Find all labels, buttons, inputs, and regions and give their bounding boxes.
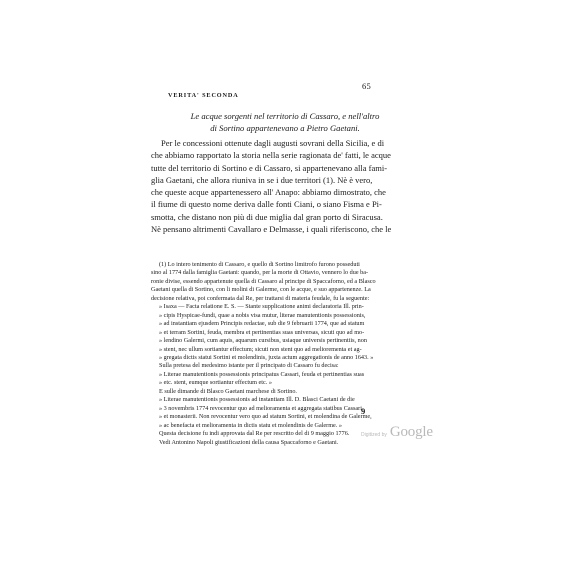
footnote-line: decisione relativa, poi confermata dal Re, per trattarsi di materia feudale, fu la seguente: [151, 294, 370, 302]
footnote-line: » ac benefacta et melioramenta in dictis statu et molendinis de Galerme. » [159, 421, 342, 429]
body-line: Nè pensano altrimenti Cavallaro e Delmasse, i quali riferiscono, che le [151, 224, 392, 235]
footnote-line: » et monasterii. Non revocentur vero quo ad statum Sortini, et molendina de Galerme, [159, 413, 372, 421]
footnote-line: » 3 novembris 1774 revocentur quo ad melioramenta et aggregata statibus Cassari [159, 404, 362, 412]
footnote-line: Questa decisione fu indi approvata dal Re per rescritto del di 9 maggio 1776. [159, 430, 350, 438]
body-line: smotta, che distano non più di due miglia dal gran porto di Siracusa. [151, 211, 383, 222]
footnote-line: » Isaxa — Facta relatione E. S. — Stante supplicatione animi declaratoria Ill. prin- [159, 303, 364, 311]
body-line: il fiume di questo nome deriva dalle fonti Ciani, o siano Fisma e Pi- [151, 199, 382, 210]
watermark-prefix: Digitized by [361, 432, 387, 438]
footnote-line: Sulla pretesa del medesimo istante per il principato di Cassaro fu decisa: [159, 362, 339, 370]
body-line: che abbiamo rapportato la storia nella serie ragionata de' fatti, le acque [151, 150, 391, 161]
footnote-line: » et terram Sortini, feuda, membra et pertinentias suas universas, sicuti quo ad mo- [159, 328, 365, 336]
signature-mark: 9 [361, 406, 366, 416]
footnote-line: » cipis Hyspicae-fundi, quae a nobis visa mutur, literae manutentionis possessionis, [159, 311, 366, 319]
footnote-line: Vedi Antonino Napoli giustificazioni della causa Spaccaforno e Gaetani. [159, 438, 339, 446]
body-line: Per le concessioni ottenute dagli augusti sovrani della Sicilia, e di [161, 138, 385, 148]
footnote-line: » Literae manutentionis possessionis ad instantiam Ill. D. Blasci Caetani de die [159, 396, 355, 404]
section-heading-line: di Sortino appartenevano a Pietro Gaetani. [210, 123, 360, 133]
body-line: tutte del territorio di Sortino e di Cassaro, si appartenevano alla fami- [151, 162, 388, 173]
body-line: che queste acque appartenessero all' Anapo: abbiamo dimostrato, che [151, 187, 386, 198]
footnote-line: » Literae manutentionis possessionis principatus Cassari, feuda et pertinentias suas [159, 370, 365, 378]
footnote-line: E sulle dimande di Blasco Gaetani marchese di Sortino. [159, 387, 297, 395]
footnote-line: ronie divise, essendo appartenute quella di Cassaro al principe di Spaccaforno, ed a Blasco [151, 277, 376, 285]
footnote-line: » etc. stent, eumque sortiantur effectum etc. » [159, 379, 272, 387]
google-logo: Google [389, 424, 433, 440]
digitized-watermark [361, 424, 433, 441]
footnote-block [151, 261, 427, 447]
footnote-line: » lendino Galermi, cum aquis, aquarum cursibus, usiaque universis pertinentiis, non [159, 337, 367, 345]
footnote-line: » ad instantiam ejusdem Principis redactae, sub die 9 februarii 1774, que ad statum [159, 320, 365, 328]
footnote-line: sino al 1774 dalla famiglia Gaetani: quando, per la morte di Ottavio, vennero lo due ba- [151, 269, 369, 277]
section-heading-line: Le acque sorgenti nel territorio di Cassaro, e nell'altro [190, 111, 380, 121]
page-number: 65 [362, 81, 371, 91]
body-paragraph [151, 137, 425, 235]
footnote-line: » stent, nec ullum sortiantur effectum; sicuti non stent quo ad meliorementa et ag- [159, 345, 362, 353]
running-head: VERITA' SECONDA [168, 92, 239, 99]
body-line: glia Gaetani, che allora riuniva in se i due territori (1). Nè è vero, [151, 174, 373, 185]
section-heading [150, 110, 420, 134]
footnote-line: » gregata dictis statui Sortini et molendinis, juxta actum aggregationis de anno 1643. » [159, 353, 374, 361]
footnote-line: Gaetani quella di Sortino, con li molini di Galerme, con le acque, e suo appartenenze. La [151, 286, 371, 294]
footnote-line: (1) Lo intero tenimento di Cassaro, e quello di Sortino limitrofo furono posseduti [159, 261, 360, 268]
